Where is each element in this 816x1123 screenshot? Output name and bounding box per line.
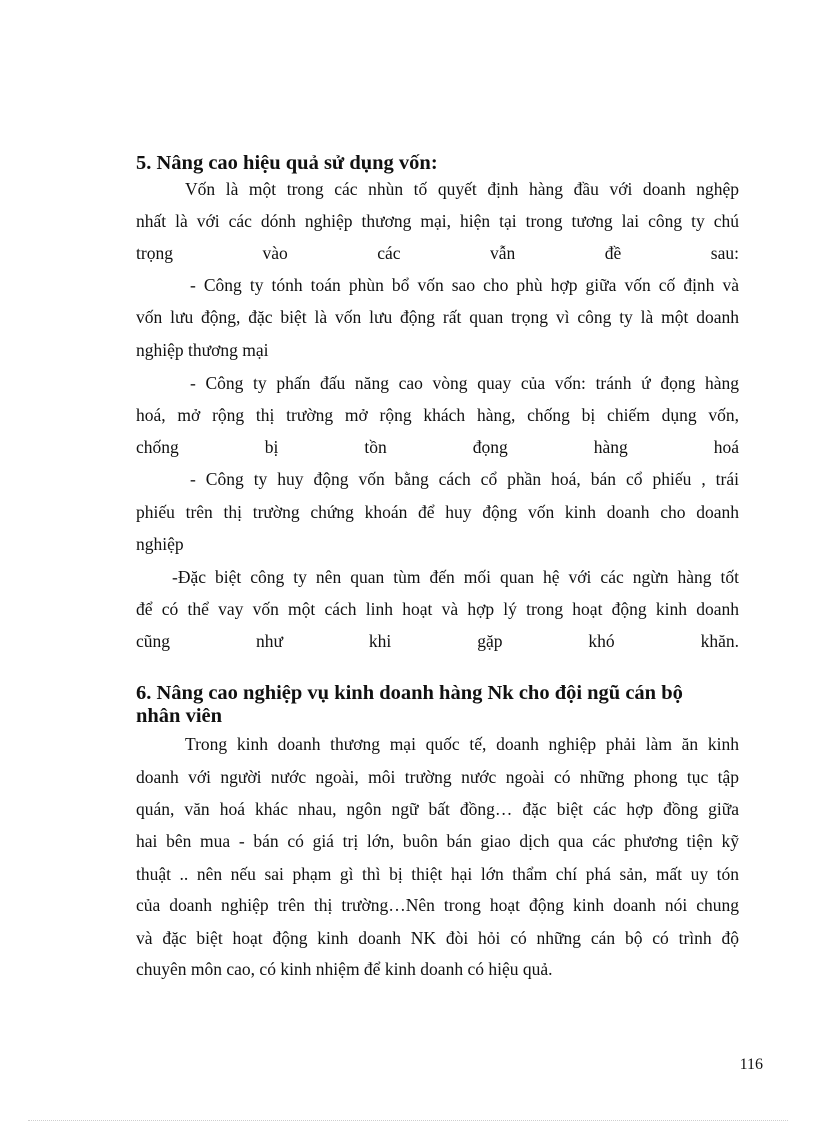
paragraph-line: vốn lưu động, đặc biệt là vốn lưu động rất quan trọng vì công ty là một doanh [136,307,739,327]
paragraph-line: hoá, mở rộng thị trường mở rộng khách hàng, chống bị chiếm dụng vốn, [136,405,739,425]
section-5-heading: 5. Nâng cao hiệu quả sử dụng vốn: [136,152,438,174]
paragraph-line: - Công ty phấn đấu năng cao vòng quay của vốn: tránh ứ đọng hàng [190,373,739,393]
paragraph-line: - Công ty huy động vốn bằng cách cổ phần hoá, bán cổ phiếu , trái [190,469,739,489]
paragraph-line: và đặc biệt hoạt động kinh doanh NK đòi hỏi có những cán bộ có trình độ [136,928,739,948]
paragraph-line: - Công ty tónh toán phùn bổ vốn sao cho phù hợp giữa vốn cố định và [190,275,739,295]
paragraph-line: nghiệp [136,534,184,554]
paragraph-line: chống bị tồn đọng hàng hoá [136,437,739,457]
paragraph-line: -Đặc biệt công ty nên quan tùm đến mối quan hệ với các ngừn hàng tốt [172,567,739,587]
paragraph-line: trọng vào các vẫn đề sau: [136,243,739,263]
paragraph-line: doanh với người nước ngoài, môi trường nước ngoài có những phong tục tập [136,767,739,787]
paragraph-line: chuyên môn cao, có kinh nhiệm để kinh doanh có hiệu quả. [136,959,553,979]
paragraph-line: cũng như khi gặp khó khăn. [136,631,739,651]
paragraph-line: thuật .. nên nếu sai phạm gì thì bị thiệt hại lớn thẩm chí phá sản, mất uy tón [136,864,739,884]
section-6-heading-line-2: nhân viên [136,705,223,727]
paragraph-line: để có thể vay vốn một cách linh hoạt và hợp lý trong hoạt động kinh doanh [136,599,739,619]
paragraph-line: của doanh nghiệp trên thị trường…Nên trong hoạt động kinh doanh nói chung [136,895,739,915]
paragraph-line: nghiệp thương mại [136,340,269,360]
paragraph-line: nhất là với các dónh nghiệp thương mại, hiện tại trong tương lai công ty chú [136,211,739,231]
paragraph-line: Trong kinh doanh thương mại quốc tế, doanh nghiệp phải làm ăn kinh [185,734,739,754]
paragraph-line: hai bên mua - bán có giá trị lớn, buôn bán giao dịch qua các phương tiện kỹ [136,831,739,851]
section-6-heading-line-1: 6. Nâng cao nghiệp vụ kinh doanh hàng Nk cho đội ngũ cán bộ [136,682,683,704]
page-number: 116 [739,1056,763,1073]
paragraph-line: Vốn là một trong các nhùn tố quyết định hàng đầu với doanh nghệp [185,179,739,199]
footer-divider [28,1120,788,1121]
paragraph-line: quán, văn hoá khác nhau, ngôn ngữ bất đồng… đặc biệt các hợp đồng giữa [136,799,739,819]
paragraph-line: phiếu trên thị trường chứng khoán để huy động vốn kinh doanh cho doanh [136,502,739,522]
